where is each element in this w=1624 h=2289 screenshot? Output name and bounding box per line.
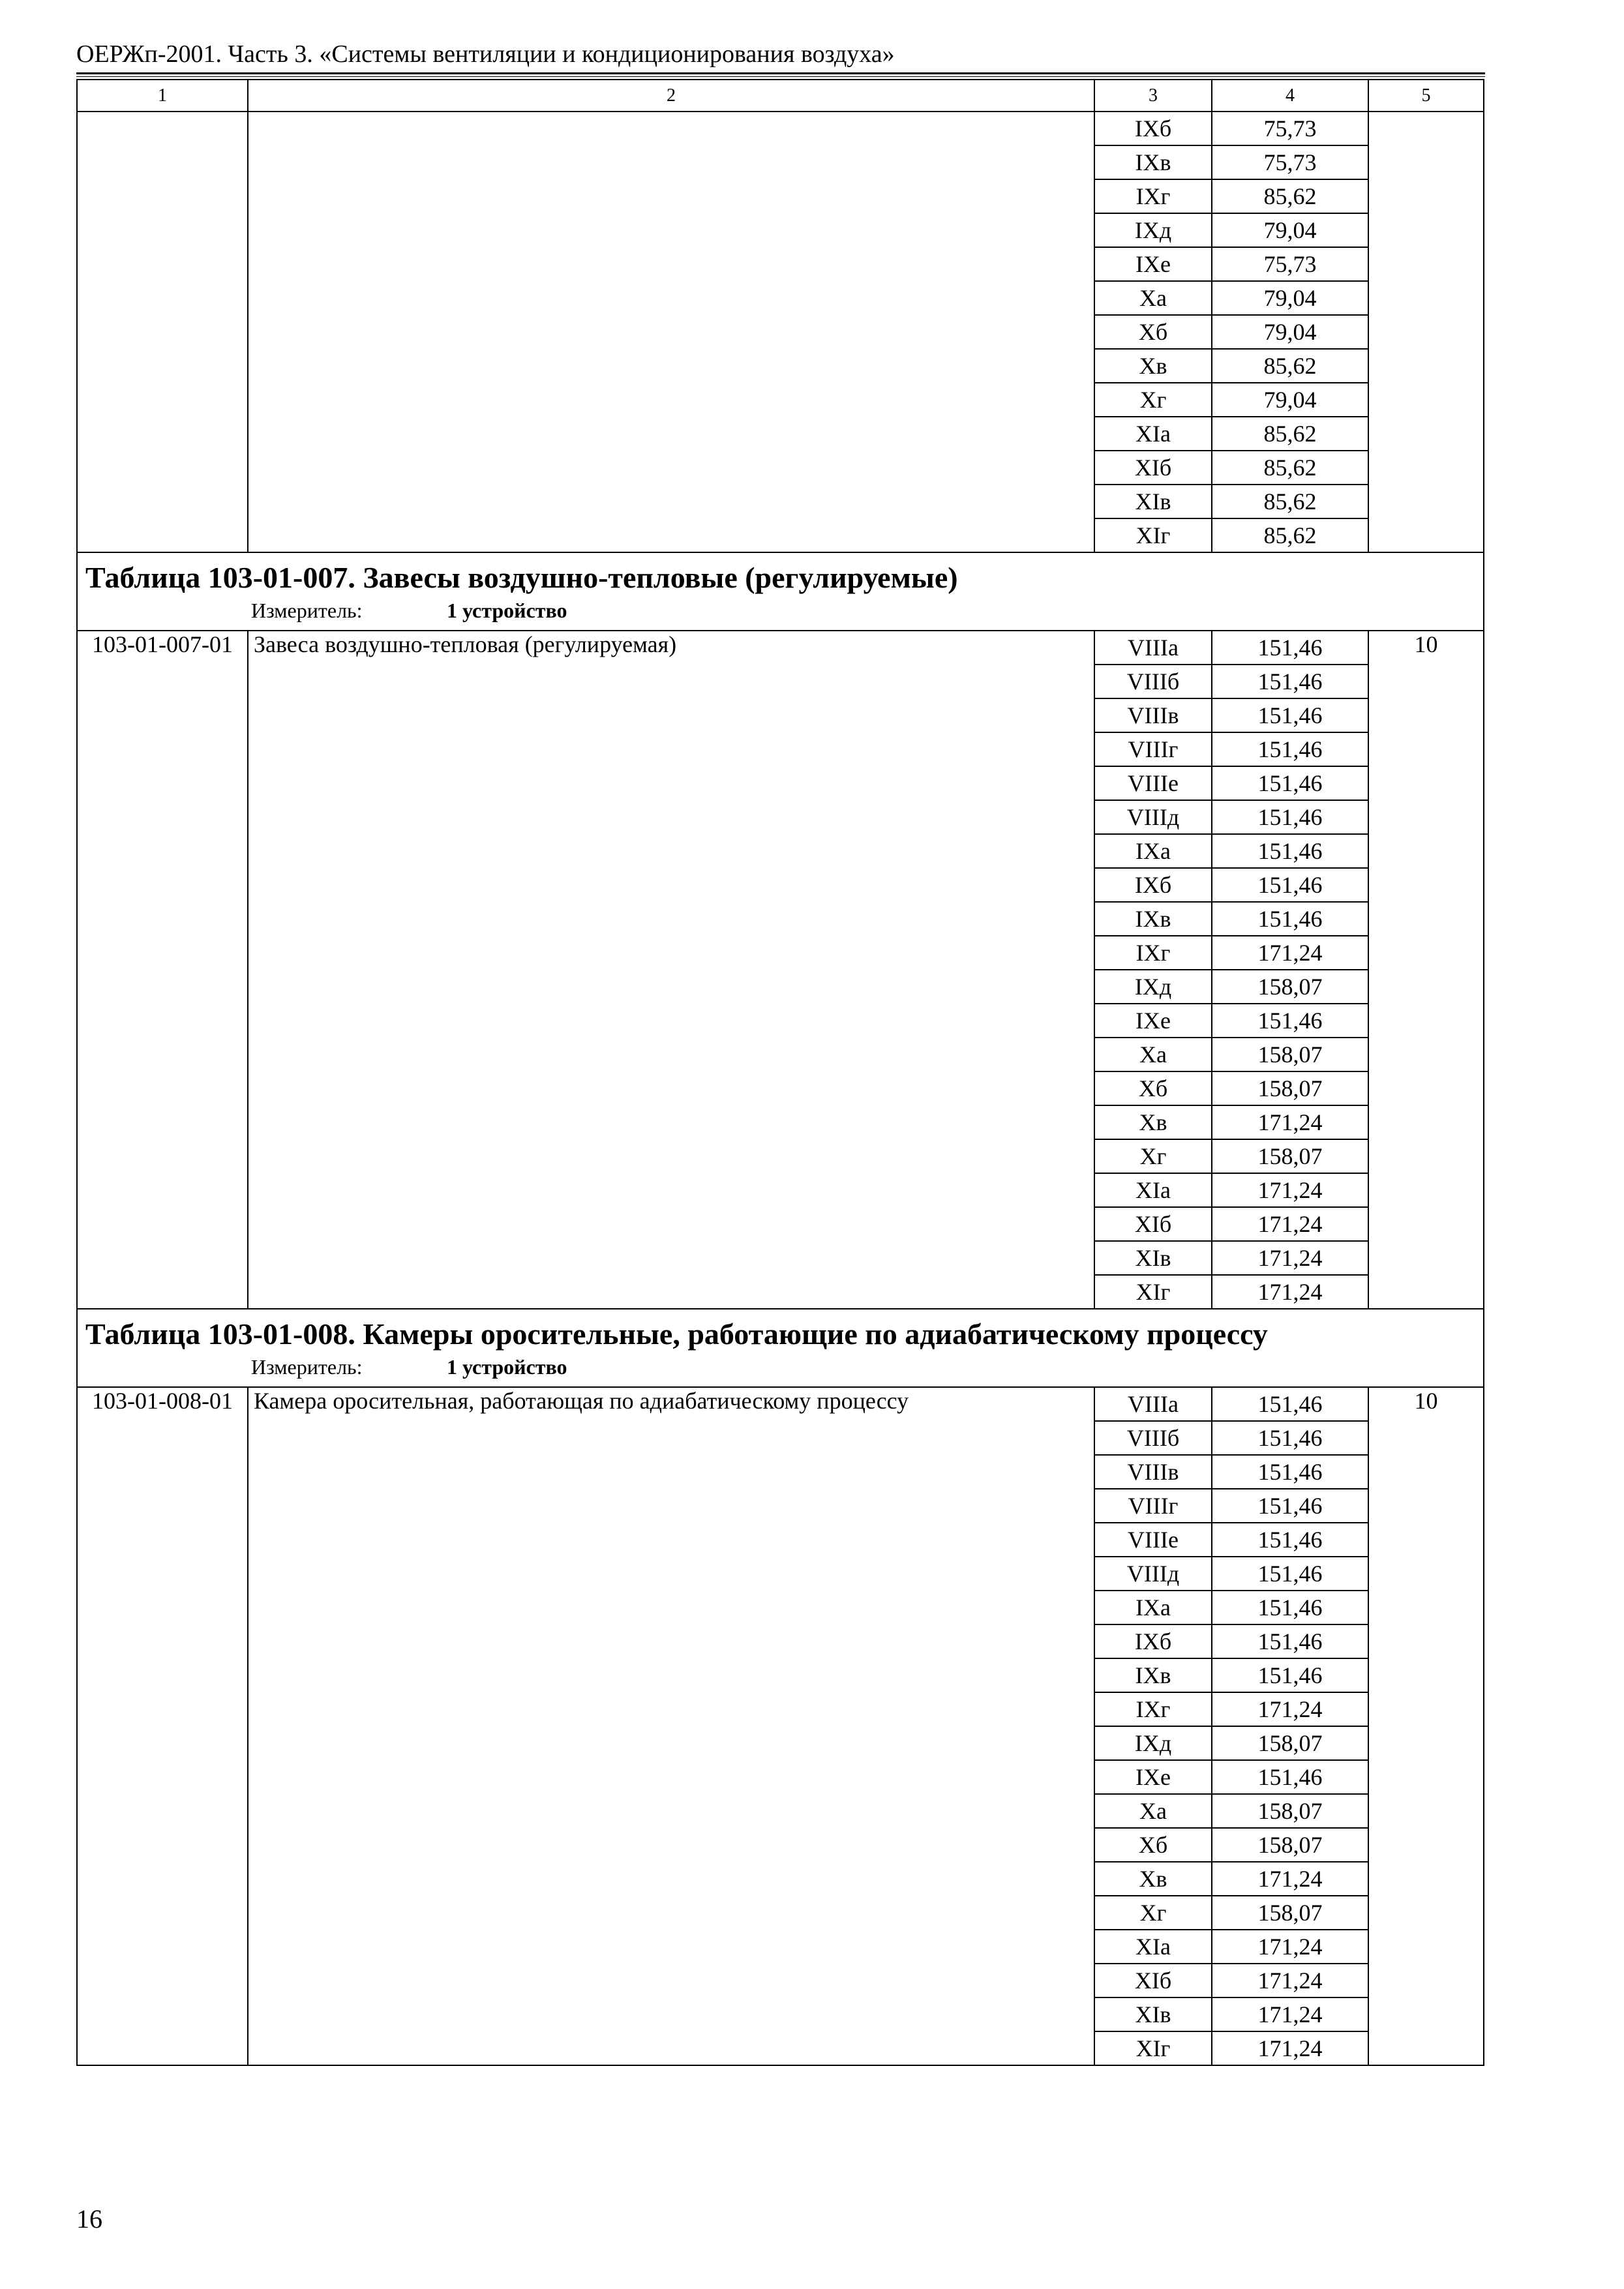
zone-cell: Xг <box>1094 383 1212 417</box>
section-title: Таблица 103-01-007. Завесы воздушно-тепловые (регулируемые) <box>85 561 958 594</box>
zone-cell: Xa <box>1094 1038 1212 1071</box>
rate-cell: 151,46 <box>1212 766 1368 800</box>
table-row <box>77 631 1484 665</box>
rates-table <box>76 79 1484 2066</box>
zone-cell: IXе <box>1094 1760 1212 1794</box>
zone-cell: IXе <box>1094 1004 1212 1038</box>
rate-cell: 75,73 <box>1212 112 1368 145</box>
rate-cell: 171,24 <box>1212 936 1368 970</box>
rate-cell: 75,73 <box>1212 247 1368 281</box>
section-title: Таблица 103-01-008. Камеры оросительные, работающие по адиабатическому процессу <box>85 1317 1268 1351</box>
name-cell: Завеса воздушно-тепловая (регулируемая) <box>248 631 1094 1309</box>
rate-cell: 171,24 <box>1212 1275 1368 1309</box>
zone-cell: XIг <box>1094 518 1212 552</box>
zone-cell: Xг <box>1094 1139 1212 1173</box>
rate-cell: 151,46 <box>1212 665 1368 698</box>
rate-cell: 158,07 <box>1212 1139 1368 1173</box>
zone-cell: VIIIе <box>1094 1523 1212 1557</box>
zone-cell: XIв <box>1094 1997 1212 2031</box>
measure-label: Измеритель: <box>251 1355 363 1379</box>
zone-cell: XIг <box>1094 2031 1212 2065</box>
rate-cell: 151,46 <box>1212 1523 1368 1557</box>
rate-cell: 171,24 <box>1212 2031 1368 2065</box>
rate-cell: 151,46 <box>1212 732 1368 766</box>
rate-cell: 85,62 <box>1212 451 1368 485</box>
rate-cell: 151,46 <box>1212 1455 1368 1489</box>
column-number: 5 <box>1368 80 1484 112</box>
zone-cell: Xг <box>1094 1896 1212 1930</box>
column-number-row <box>77 80 1484 112</box>
rate-cell: 151,46 <box>1212 1760 1368 1794</box>
rate-cell: 171,24 <box>1212 1692 1368 1726</box>
rate-cell: 171,24 <box>1212 1862 1368 1896</box>
code-cell <box>77 112 248 552</box>
zone-cell: XIa <box>1094 1173 1212 1207</box>
zone-cell: Xв <box>1094 1862 1212 1896</box>
zone-cell: IXд <box>1094 213 1212 247</box>
measure-line <box>85 1354 1483 1380</box>
zone-cell: Xб <box>1094 315 1212 349</box>
zone-cell: IXв <box>1094 902 1212 936</box>
rate-cell: 158,07 <box>1212 1071 1368 1105</box>
zone-cell: XIб <box>1094 1207 1212 1241</box>
zone-cell: IXд <box>1094 970 1212 1004</box>
rate-cell: 151,46 <box>1212 631 1368 665</box>
rate-cell: 85,62 <box>1212 349 1368 383</box>
rate-cell: 158,07 <box>1212 1726 1368 1760</box>
rate-cell: 85,62 <box>1212 417 1368 451</box>
zone-cell: VIIIг <box>1094 732 1212 766</box>
rate-cell: 151,46 <box>1212 1557 1368 1591</box>
rate-cell: 151,46 <box>1212 868 1368 902</box>
zone-cell: XIб <box>1094 451 1212 485</box>
rate-cell: 75,73 <box>1212 145 1368 179</box>
rate-cell: 151,46 <box>1212 1421 1368 1455</box>
measure-label: Измеритель: <box>251 599 363 622</box>
zone-cell: IXв <box>1094 145 1212 179</box>
zone-cell: IXг <box>1094 179 1212 213</box>
zone-cell: XIг <box>1094 1275 1212 1309</box>
rate-cell: 151,46 <box>1212 698 1368 732</box>
zone-cell: Xб <box>1094 1071 1212 1105</box>
zone-cell: VIIIa <box>1094 631 1212 665</box>
zone-cell: IXa <box>1094 834 1212 868</box>
rate-cell: 158,07 <box>1212 1038 1368 1071</box>
rate-cell: 158,07 <box>1212 1896 1368 1930</box>
zone-cell: Xб <box>1094 1828 1212 1862</box>
col5-cell <box>1368 112 1484 552</box>
zone-cell: VIIIв <box>1094 1455 1212 1489</box>
zone-cell: Xв <box>1094 1105 1212 1139</box>
rate-cell: 151,46 <box>1212 1489 1368 1523</box>
column-number: 1 <box>77 80 248 112</box>
header-rule-thin <box>76 76 1485 77</box>
zone-cell: IXб <box>1094 1624 1212 1658</box>
zone-cell: IXб <box>1094 868 1212 902</box>
zone-cell: VIIIв <box>1094 698 1212 732</box>
rate-cell: 151,46 <box>1212 1004 1368 1038</box>
zone-cell: VIIIд <box>1094 1557 1212 1591</box>
zone-cell: XIa <box>1094 1930 1212 1964</box>
rate-cell: 85,62 <box>1212 518 1368 552</box>
zone-cell: IXa <box>1094 1591 1212 1624</box>
rate-cell: 85,62 <box>1212 485 1368 518</box>
rate-cell: 171,24 <box>1212 1930 1368 1964</box>
rate-cell: 158,07 <box>1212 1828 1368 1862</box>
rate-cell: 158,07 <box>1212 970 1368 1004</box>
measure-value: 1 устройство <box>447 599 567 622</box>
rate-cell: 79,04 <box>1212 383 1368 417</box>
zone-cell: IXв <box>1094 1658 1212 1692</box>
table-row <box>77 1387 1484 1421</box>
measure-value: 1 устройство <box>447 1355 567 1379</box>
col5-cell: 10 <box>1368 1387 1484 2065</box>
rate-cell: 171,24 <box>1212 1241 1368 1275</box>
zone-cell: XIa <box>1094 417 1212 451</box>
col5-cell: 10 <box>1368 631 1484 1309</box>
zone-cell: VIIIб <box>1094 665 1212 698</box>
page-number: 16 <box>76 2204 102 2234</box>
zone-cell: VIIIa <box>1094 1387 1212 1421</box>
rate-cell: 171,24 <box>1212 1207 1368 1241</box>
zone-cell: IXд <box>1094 1726 1212 1760</box>
column-number: 3 <box>1094 80 1212 112</box>
zone-cell: XIв <box>1094 1241 1212 1275</box>
column-number: 2 <box>248 80 1094 112</box>
page-header: ОЕРЖп-2001. Часть 3. «Системы вентиляции и кондиционирования воздуха» <box>76 40 895 68</box>
zone-cell: VIIIб <box>1094 1421 1212 1455</box>
zone-cell: Xв <box>1094 349 1212 383</box>
zone-cell: VIIIг <box>1094 1489 1212 1523</box>
zone-cell: VIIIд <box>1094 800 1212 834</box>
header-rule <box>76 72 1485 74</box>
column-number: 4 <box>1212 80 1368 112</box>
rate-cell: 151,46 <box>1212 834 1368 868</box>
rate-cell: 151,46 <box>1212 1591 1368 1624</box>
rate-cell: 158,07 <box>1212 1794 1368 1828</box>
rate-cell: 151,46 <box>1212 800 1368 834</box>
code-cell: 103-01-008-01 <box>77 1387 248 2065</box>
rate-cell: 151,46 <box>1212 902 1368 936</box>
zone-cell: IXг <box>1094 936 1212 970</box>
table-row <box>77 112 1484 145</box>
zone-cell: Xa <box>1094 281 1212 315</box>
zone-cell: IXе <box>1094 247 1212 281</box>
zone-cell: Xa <box>1094 1794 1212 1828</box>
zone-cell: XIв <box>1094 485 1212 518</box>
rate-cell: 171,24 <box>1212 1997 1368 2031</box>
section-header-row <box>77 1309 1484 1387</box>
code-cell: 103-01-007-01 <box>77 631 248 1309</box>
measure-line <box>85 597 1483 623</box>
section-header-row <box>77 552 1484 631</box>
rate-cell: 171,24 <box>1212 1964 1368 1997</box>
rate-cell: 171,24 <box>1212 1105 1368 1139</box>
section-header <box>77 552 1484 631</box>
rate-cell: 151,46 <box>1212 1624 1368 1658</box>
rate-cell: 79,04 <box>1212 281 1368 315</box>
zone-cell: VIIIе <box>1094 766 1212 800</box>
rate-cell: 85,62 <box>1212 179 1368 213</box>
zone-cell: IXб <box>1094 112 1212 145</box>
rate-cell: 151,46 <box>1212 1658 1368 1692</box>
rate-cell: 171,24 <box>1212 1173 1368 1207</box>
name-cell <box>248 112 1094 552</box>
rate-cell: 79,04 <box>1212 213 1368 247</box>
rate-cell: 79,04 <box>1212 315 1368 349</box>
name-cell: Камера оросительная, работающая по адиабатическому процессу <box>248 1387 1094 2065</box>
zone-cell: IXг <box>1094 1692 1212 1726</box>
section-header <box>77 1309 1484 1387</box>
rate-cell: 151,46 <box>1212 1387 1368 1421</box>
zone-cell: XIб <box>1094 1964 1212 1997</box>
